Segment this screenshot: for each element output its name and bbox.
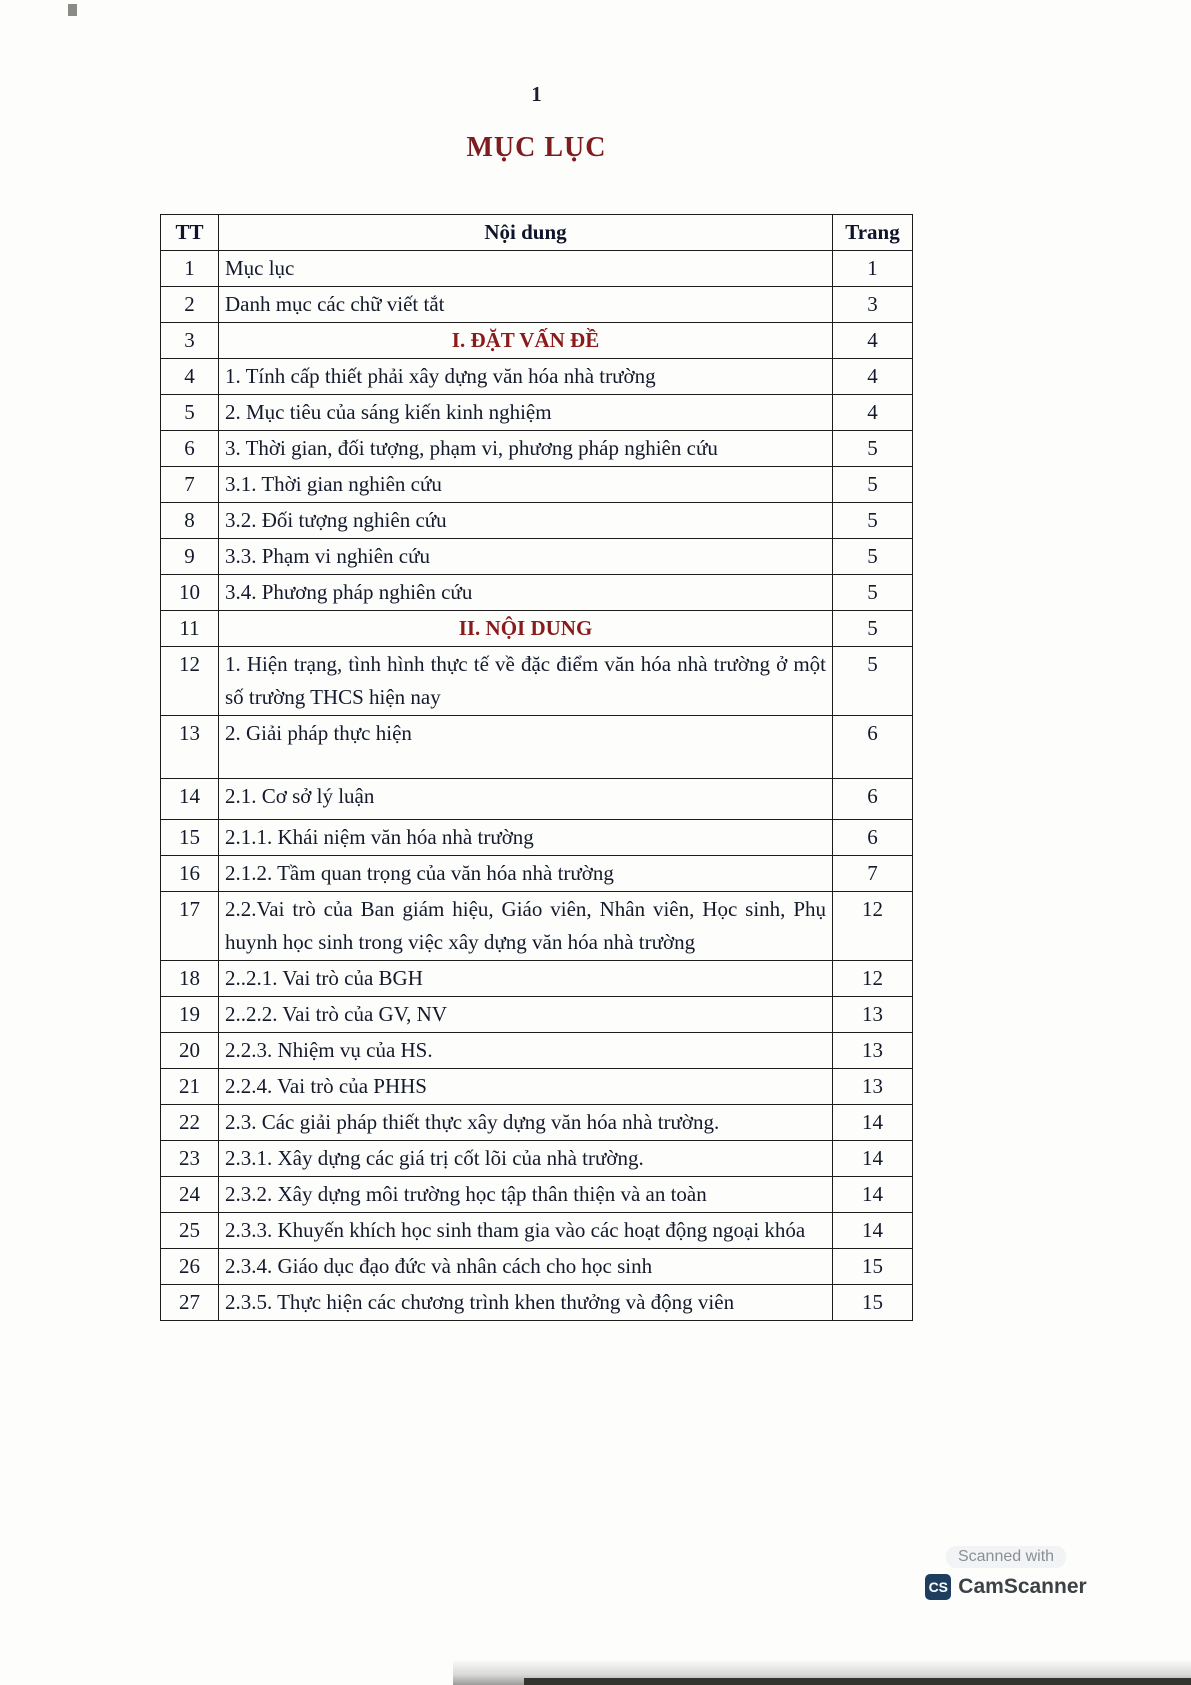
row-page: 1	[833, 251, 913, 287]
table-row	[161, 539, 913, 575]
row-number: 23	[161, 1141, 219, 1177]
row-title: 3. Thời gian, đối tượng, phạm vi, phương pháp nghiên cứu	[218, 431, 832, 467]
row-title: 1. Tính cấp thiết phải xây dựng văn hóa nhà trường	[218, 359, 832, 395]
row-title: 2.3.1. Xây dựng các giá trị cốt lõi của nhà trường.	[218, 1141, 832, 1177]
row-number: 6	[161, 431, 219, 467]
row-title: 2. Mục tiêu của sáng kiến kinh nghiệm	[218, 395, 832, 431]
row-number: 20	[161, 1033, 219, 1069]
row-page: 5	[833, 575, 913, 611]
row-number: 12	[161, 647, 219, 716]
row-page: 15	[833, 1249, 913, 1285]
row-title: 2.3.4. Giáo dục đạo đức và nhân cách cho học sinh	[218, 1249, 832, 1285]
row-page: 5	[833, 431, 913, 467]
row-page: 14	[833, 1105, 913, 1141]
table-row	[161, 323, 913, 359]
row-number: 25	[161, 1213, 219, 1249]
row-number: 3	[161, 323, 219, 359]
row-page: 7	[833, 856, 913, 892]
table-row	[161, 1141, 913, 1177]
row-page: 5	[833, 539, 913, 575]
row-number: 2	[161, 287, 219, 323]
row-title: 2.1. Cơ sở lý luận	[218, 779, 832, 820]
table-row	[161, 1249, 913, 1285]
scan-artifact-bottom-bar	[524, 1678, 1191, 1685]
row-title: 2.3. Các giải pháp thiết thực xây dựng văn hóa nhà trường.	[218, 1105, 832, 1141]
table-row	[161, 575, 913, 611]
table-header-row	[161, 215, 913, 251]
table-row	[161, 431, 913, 467]
row-page: 13	[833, 1033, 913, 1069]
row-page: 12	[833, 961, 913, 997]
table-row	[161, 961, 913, 997]
row-page: 14	[833, 1177, 913, 1213]
scanned-with-label: Scanned with	[946, 1546, 1066, 1568]
row-number: 24	[161, 1177, 219, 1213]
table-row	[161, 1177, 913, 1213]
row-page: 15	[833, 1285, 913, 1321]
table-row	[161, 997, 913, 1033]
row-page: 12	[833, 892, 913, 961]
row-page: 5	[833, 467, 913, 503]
header-page: Trang	[833, 215, 913, 251]
row-number: 7	[161, 467, 219, 503]
row-title: Mục lục	[218, 251, 832, 287]
row-number: 11	[161, 611, 219, 647]
row-title: 2.1.1. Khái niệm văn hóa nhà trường	[218, 820, 832, 856]
table-row	[161, 395, 913, 431]
table-row	[161, 1033, 913, 1069]
page-number: 1	[531, 82, 542, 106]
row-number: 13	[161, 716, 219, 779]
row-title: 2.3.3. Khuyến khích học sinh tham gia vào các hoạt động ngoại khóa	[218, 1213, 832, 1249]
row-number: 10	[161, 575, 219, 611]
row-number: 21	[161, 1069, 219, 1105]
row-page: 5	[833, 503, 913, 539]
row-number: 1	[161, 251, 219, 287]
row-number: 18	[161, 961, 219, 997]
row-number: 15	[161, 820, 219, 856]
row-title: I. ĐẶT VẤN ĐỀ	[218, 323, 832, 359]
row-title: 2..2.2. Vai trò của GV, NV	[218, 997, 832, 1033]
row-number: 27	[161, 1285, 219, 1321]
row-title: 2. Giải pháp thực hiện	[218, 716, 832, 779]
table-row	[161, 1285, 913, 1321]
table-row	[161, 856, 913, 892]
row-title: 2.2.4. Vai trò của PHHS	[218, 1069, 832, 1105]
row-page: 14	[833, 1141, 913, 1177]
row-page: 6	[833, 716, 913, 779]
row-page: 3	[833, 287, 913, 323]
row-number: 9	[161, 539, 219, 575]
row-title: 3.1. Thời gian nghiên cứu	[218, 467, 832, 503]
page-title: MỤC LỤC	[466, 132, 607, 163]
row-number: 14	[161, 779, 219, 820]
camscanner-brand: CamScanner	[958, 1575, 1087, 1598]
row-title: 3.4. Phương pháp nghiên cứu	[218, 575, 832, 611]
table-row	[161, 779, 913, 820]
row-title: 2.1.2. Tầm quan trọng của văn hóa nhà trường	[218, 856, 832, 892]
table-row	[161, 611, 913, 647]
table-row	[161, 1213, 913, 1249]
row-page: 13	[833, 1069, 913, 1105]
row-page: 4	[833, 359, 913, 395]
row-page: 5	[833, 611, 913, 647]
row-number: 17	[161, 892, 219, 961]
row-title: 2.2.Vai trò của Ban giám hiệu, Giáo viên, Nhân viên, Học sinh, Phụ huynh học sinh trong việc xây dựng văn hóa nhà trường	[218, 892, 832, 961]
table-row	[161, 820, 913, 856]
table-row	[161, 647, 913, 716]
row-number: 8	[161, 503, 219, 539]
row-title: 3.3. Phạm vi nghiên cứu	[218, 539, 832, 575]
row-page: 5	[833, 647, 913, 716]
toc-table	[160, 214, 913, 1321]
table-row	[161, 287, 913, 323]
row-title: 2..2.1. Vai trò của BGH	[218, 961, 832, 997]
row-page: 13	[833, 997, 913, 1033]
header-tt: TT	[161, 215, 219, 251]
camscanner-watermark	[921, 1546, 1091, 1600]
row-number: 22	[161, 1105, 219, 1141]
row-title: Danh mục các chữ viết tắt	[218, 287, 832, 323]
row-title: 2.3.2. Xây dựng môi trường học tập thân thiện và an toàn	[218, 1177, 832, 1213]
table-row	[161, 359, 913, 395]
camscanner-logo-icon: CS	[925, 1574, 951, 1600]
table-row	[161, 892, 913, 961]
row-page: 4	[833, 323, 913, 359]
row-number: 4	[161, 359, 219, 395]
table-row	[161, 716, 913, 779]
row-number: 16	[161, 856, 219, 892]
row-title: 3.2. Đối tượng nghiên cứu	[218, 503, 832, 539]
row-title: 2.3.5. Thực hiện các chương trình khen thưởng và động viên	[218, 1285, 832, 1321]
table-row	[161, 251, 913, 287]
row-page: 4	[833, 395, 913, 431]
table-row	[161, 1105, 913, 1141]
table-row	[161, 1069, 913, 1105]
header-content: Nội dung	[218, 215, 832, 251]
row-page: 6	[833, 820, 913, 856]
row-page: 14	[833, 1213, 913, 1249]
row-page: 6	[833, 779, 913, 820]
row-title: 2.2.3. Nhiệm vụ của HS.	[218, 1033, 832, 1069]
scan-artifact-corner	[68, 4, 77, 16]
table-row	[161, 503, 913, 539]
row-title: 1. Hiện trạng, tình hình thực tế về đặc điểm văn hóa nhà trường ở một số trường THCS hiện nay	[218, 647, 832, 716]
row-number: 19	[161, 997, 219, 1033]
row-number: 5	[161, 395, 219, 431]
table-row	[161, 467, 913, 503]
row-number: 26	[161, 1249, 219, 1285]
toc-body	[161, 251, 913, 1321]
row-title: II. NỘI DUNG	[218, 611, 832, 647]
